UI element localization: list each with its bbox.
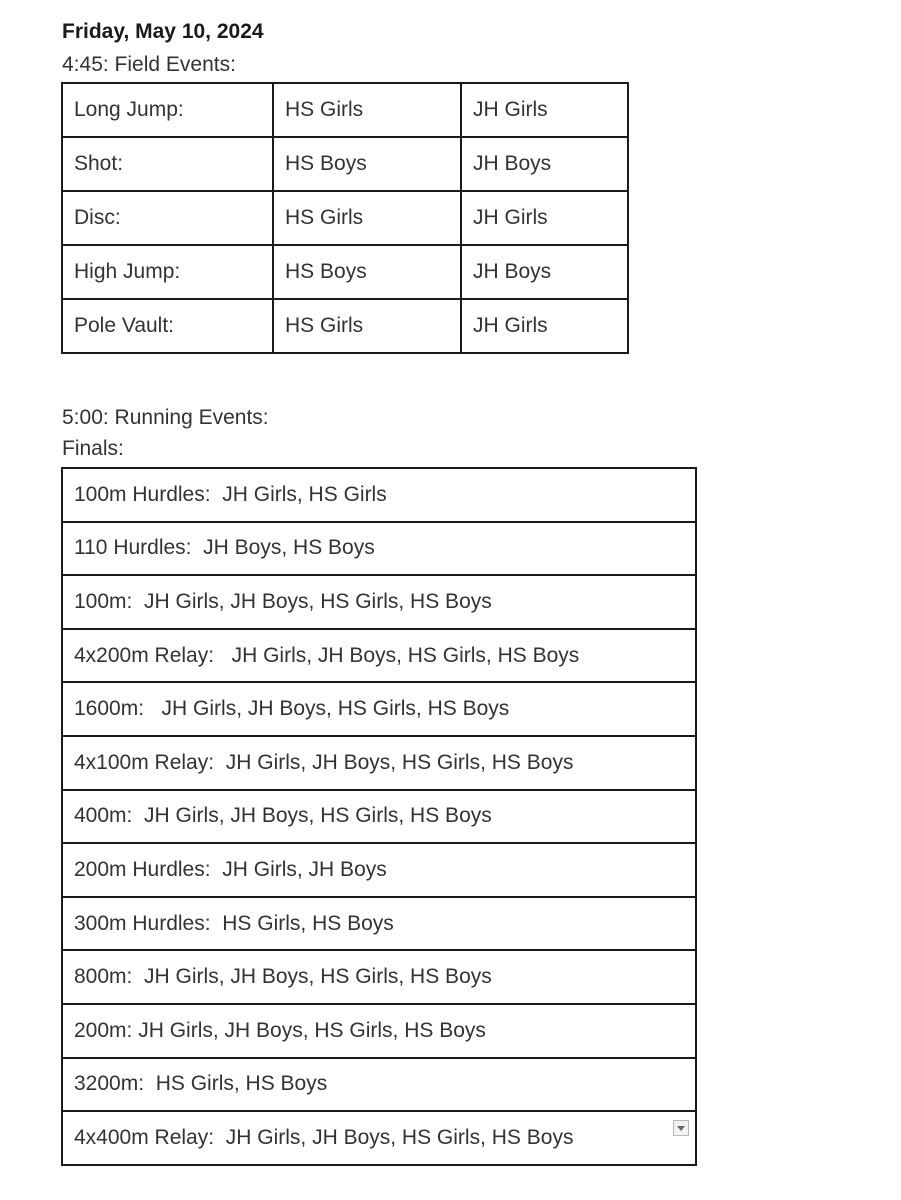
finals-event-cell: 4x200m Relay: JH Girls, JH Boys, HS Girls, HS Boys [62, 629, 696, 683]
field-event-first-group: HS Boys [273, 245, 461, 299]
table-row [62, 522, 696, 576]
finals-event-cell: 3200m: HS Girls, HS Boys [62, 1058, 696, 1112]
field-event-name: High Jump: [62, 245, 273, 299]
finals-event-cell: 100m Hurdles: JH Girls, HS Girls [62, 468, 696, 522]
field-event-first-group: HS Girls [273, 191, 461, 245]
finals-event-cell: 200m: JH Girls, JH Boys, HS Girls, HS Boys [62, 1004, 696, 1058]
field-events-heading: 4:45: Field Events: [62, 53, 236, 76]
finals-label: Finals: [62, 437, 124, 460]
table-row [62, 575, 696, 629]
table-row [62, 629, 696, 683]
table-row [62, 137, 628, 191]
finals-event-cell: 4x100m Relay: JH Girls, JH Boys, HS Girls, HS Boys [62, 736, 696, 790]
field-event-first-group: HS Boys [273, 137, 461, 191]
table-row [62, 1058, 696, 1112]
finals-event-cell: 200m Hurdles: JH Girls, JH Boys [62, 843, 696, 897]
field-event-first-group: HS Girls [273, 83, 461, 137]
table-row [62, 1004, 696, 1058]
table-row [62, 790, 696, 844]
table-row [62, 682, 696, 736]
field-event-name: Shot: [62, 137, 273, 191]
finals-event-cell [62, 1111, 696, 1165]
field-event-name: Disc: [62, 191, 273, 245]
field-event-name: Pole Vault: [62, 299, 273, 353]
chevron-down-icon[interactable] [673, 1120, 689, 1136]
finals-event-cell: 800m: JH Girls, JH Boys, HS Girls, HS Boys [62, 950, 696, 1004]
finals-event-cell: 110 Hurdles: JH Boys, HS Boys [62, 522, 696, 576]
table-row [62, 299, 628, 353]
table-row [62, 736, 696, 790]
finals-event-cell: 100m: JH Girls, JH Boys, HS Girls, HS Boys [62, 575, 696, 629]
table-row [62, 1111, 696, 1165]
date-heading: Friday, May 10, 2024 [62, 20, 264, 43]
field-event-second-group: JH Girls [461, 83, 628, 137]
table-row [62, 245, 628, 299]
table-row [62, 843, 696, 897]
finals-event-text: 4x400m Relay: JH Girls, JH Boys, HS Girls, HS Boys [74, 1125, 574, 1149]
field-event-name: Long Jump: [62, 83, 273, 137]
field-event-second-group: JH Boys [461, 245, 628, 299]
table-row [62, 950, 696, 1004]
running-events-heading: 5:00: Running Events: [62, 406, 269, 429]
table-row [62, 191, 628, 245]
field-event-second-group: JH Boys [461, 137, 628, 191]
finals-event-cell: 1600m: JH Girls, JH Boys, HS Girls, HS Boys [62, 682, 696, 736]
table-row [62, 83, 628, 137]
finals-event-cell: 300m Hurdles: HS Girls, HS Boys [62, 897, 696, 951]
finals-event-cell: 400m: JH Girls, JH Boys, HS Girls, HS Boys [62, 790, 696, 844]
field-event-second-group: JH Girls [461, 299, 628, 353]
table-row [62, 897, 696, 951]
field-event-first-group: HS Girls [273, 299, 461, 353]
field-events-table [61, 82, 629, 354]
table-row [62, 468, 696, 522]
finals-table [61, 467, 697, 1166]
field-event-second-group: JH Girls [461, 191, 628, 245]
